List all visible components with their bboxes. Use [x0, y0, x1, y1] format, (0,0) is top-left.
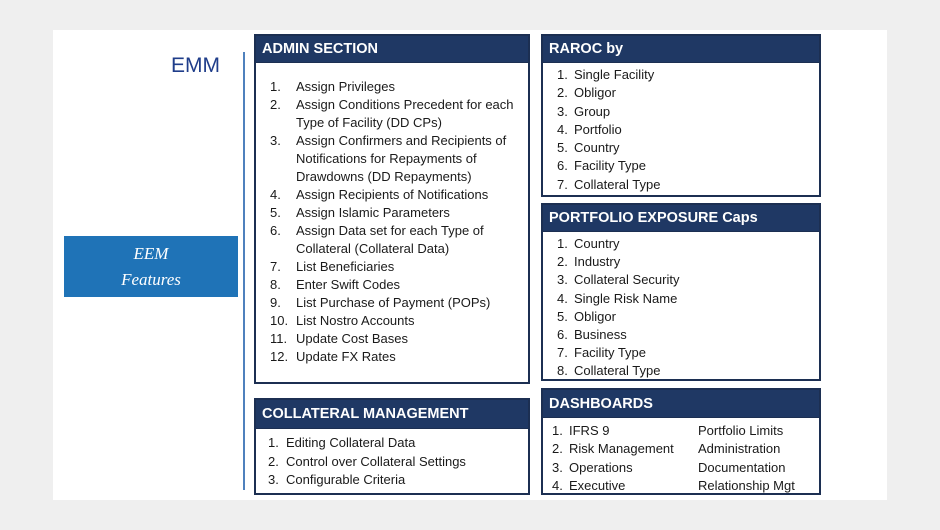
list-item-number: 1. — [270, 79, 281, 94]
list-item — [557, 290, 813, 308]
list-item-text: Industry — [574, 254, 621, 270]
list-item-text: Executive — [569, 477, 626, 493]
dashboards-right-item: Portfolio Limits — [698, 423, 784, 438]
list-item-number: 10. — [270, 313, 289, 328]
list-item — [270, 276, 518, 294]
list-item-text: IFRS 9 — [569, 423, 610, 438]
list-item-number: 3. — [557, 103, 568, 119]
list-item-number: 7. — [270, 259, 281, 274]
list-item-text: Single Risk Name — [574, 290, 678, 306]
list-item-text: Operations — [569, 459, 633, 475]
dashboards-right-item: Administration — [698, 441, 781, 457]
list-item-number: 5. — [557, 308, 568, 324]
list-item-number: 2. — [268, 453, 279, 469]
list-item — [557, 121, 813, 139]
eem-features-line2: Features — [121, 270, 181, 289]
list-item-text: Update FX Rates — [296, 349, 396, 364]
list-item-number: 6. — [270, 223, 281, 238]
list-item-text: Assign Recipients of Notifications — [296, 187, 489, 202]
list-item-text: List Beneficiaries — [296, 259, 395, 274]
list-item-number: 2. — [270, 97, 281, 112]
dashboards-right-list — [698, 422, 795, 495]
list-item-number: 7. — [557, 176, 568, 192]
list-item — [557, 84, 813, 102]
list-item-number: 2. — [557, 85, 568, 101]
dashboards-title: DASHBOARDS — [543, 390, 819, 418]
admin-section-title: ADMIN SECTION — [256, 36, 528, 63]
list-item-number: 11. — [270, 331, 288, 346]
collateral-management-title: COLLATERAL MANAGEMENT — [256, 400, 528, 429]
collateral-management-list — [256, 429, 528, 490]
list-item-text: Editing Collateral Data — [286, 435, 416, 450]
list-item-number: 7. — [557, 345, 568, 361]
list-item — [270, 258, 518, 276]
list-item-number: 3. — [268, 472, 279, 487]
list-item — [268, 471, 522, 490]
list-item — [270, 348, 518, 366]
list-item-text: Collateral Type — [574, 176, 661, 192]
dashboards-right-item: Relationship Mgt — [698, 477, 795, 493]
list-item — [557, 103, 813, 121]
list-item-number: 3. — [557, 272, 568, 288]
list-item — [270, 204, 518, 222]
list-item-number: 4. — [557, 290, 568, 306]
list-item-text: Single Facility — [574, 67, 655, 82]
admin-section-list — [256, 63, 528, 366]
list-item-text: Obligor — [574, 308, 616, 324]
list-item-text: Group — [574, 103, 611, 119]
list-item-text: Business — [574, 327, 627, 343]
list-item-number: 9. — [270, 295, 281, 310]
list-item — [270, 78, 518, 96]
list-item — [557, 271, 813, 289]
list-item-number: 12. — [270, 349, 289, 364]
list-item-text: Risk Management — [569, 441, 674, 457]
list-item — [557, 235, 813, 253]
list-item — [557, 362, 813, 380]
list-item-text: Collateral Type — [574, 363, 661, 379]
list-item-number: 8. — [557, 363, 568, 379]
list-item-text: Collateral Security — [574, 272, 680, 288]
list-item — [270, 312, 518, 330]
list-item-number: 5. — [557, 140, 568, 156]
list-item — [557, 344, 813, 362]
list-item-number: 3. — [552, 459, 563, 475]
list-item-text: Obligor — [574, 85, 616, 101]
list-item — [270, 96, 518, 132]
list-item-number: 6. — [557, 158, 568, 174]
list-item-number: 3. — [270, 133, 281, 148]
list-item-number: 4. — [557, 121, 568, 137]
list-item-number: 1. — [268, 435, 279, 450]
list-item-text: Assign Privileges — [296, 79, 395, 94]
list-item-number: 4. — [270, 187, 281, 202]
list-item-text: Assign Data set for each Type of Collateral (Collateral Data) — [296, 223, 484, 256]
dashboards-right-item: Documentation — [698, 459, 786, 475]
list-item-number: 2. — [552, 441, 563, 457]
list-item — [268, 434, 522, 453]
list-item — [270, 294, 518, 312]
list-item-number: 6. — [557, 327, 568, 343]
list-item-text: Facility Type — [574, 345, 647, 361]
list-item — [270, 132, 518, 186]
list-item — [557, 157, 813, 175]
list-item-number: 1. — [557, 236, 568, 251]
portfolio-exposure-title: PORTFOLIO EXPOSURE Caps — [543, 205, 819, 232]
list-item — [557, 253, 813, 271]
admin-section-box — [254, 34, 530, 384]
raroc-box — [541, 34, 821, 197]
emm-label: EMM — [171, 54, 220, 77]
dashboards-box — [541, 388, 821, 495]
list-item-text: Portfolio — [574, 121, 622, 137]
eem-features-box — [64, 236, 238, 297]
list-item-number: 5. — [270, 205, 281, 220]
collateral-management-box — [254, 398, 530, 495]
list-item-text: List Purchase of Payment (POPs) — [296, 295, 491, 310]
raroc-title: RAROC by — [543, 36, 819, 63]
list-item-text: Assign Conditions Precedent for each Type of Facility (DD CPs) — [296, 97, 514, 130]
dashboards-columns — [543, 418, 819, 495]
list-item-text: Control over Collateral Settings — [286, 453, 466, 469]
list-item-text: Country — [574, 236, 620, 251]
list-item — [557, 308, 813, 326]
list-item-number: 8. — [270, 277, 281, 292]
list-item-number: 2. — [557, 254, 568, 270]
list-item-text: Update Cost Bases — [296, 331, 409, 346]
list-item — [557, 326, 813, 344]
eem-features-line1: EEM — [133, 244, 169, 263]
portfolio-exposure-list — [543, 232, 819, 381]
vertical-divider — [243, 52, 245, 490]
list-item — [557, 176, 813, 194]
list-item-text: Configurable Criteria — [286, 472, 406, 487]
list-item — [268, 453, 522, 472]
list-item-number: 4. — [552, 477, 563, 493]
list-item — [270, 186, 518, 204]
list-item — [270, 222, 518, 258]
list-item-text: Assign Confirmers and Recipients of Notifications for Repayments of Drawdowns (DD Repayments) — [296, 133, 507, 184]
list-item-text: List Nostro Accounts — [296, 313, 415, 328]
list-item-number: 1. — [552, 423, 563, 438]
raroc-list — [543, 63, 819, 194]
list-item-text: Assign Islamic Parameters — [296, 205, 450, 220]
list-item-number: 1. — [557, 67, 568, 82]
list-item — [557, 139, 813, 157]
list-item-text: Facility Type — [574, 158, 647, 174]
list-item-text: Enter Swift Codes — [296, 277, 401, 292]
portfolio-exposure-box — [541, 203, 821, 381]
list-item-text: Country — [574, 140, 620, 156]
list-item — [557, 66, 813, 84]
list-item — [270, 330, 518, 348]
